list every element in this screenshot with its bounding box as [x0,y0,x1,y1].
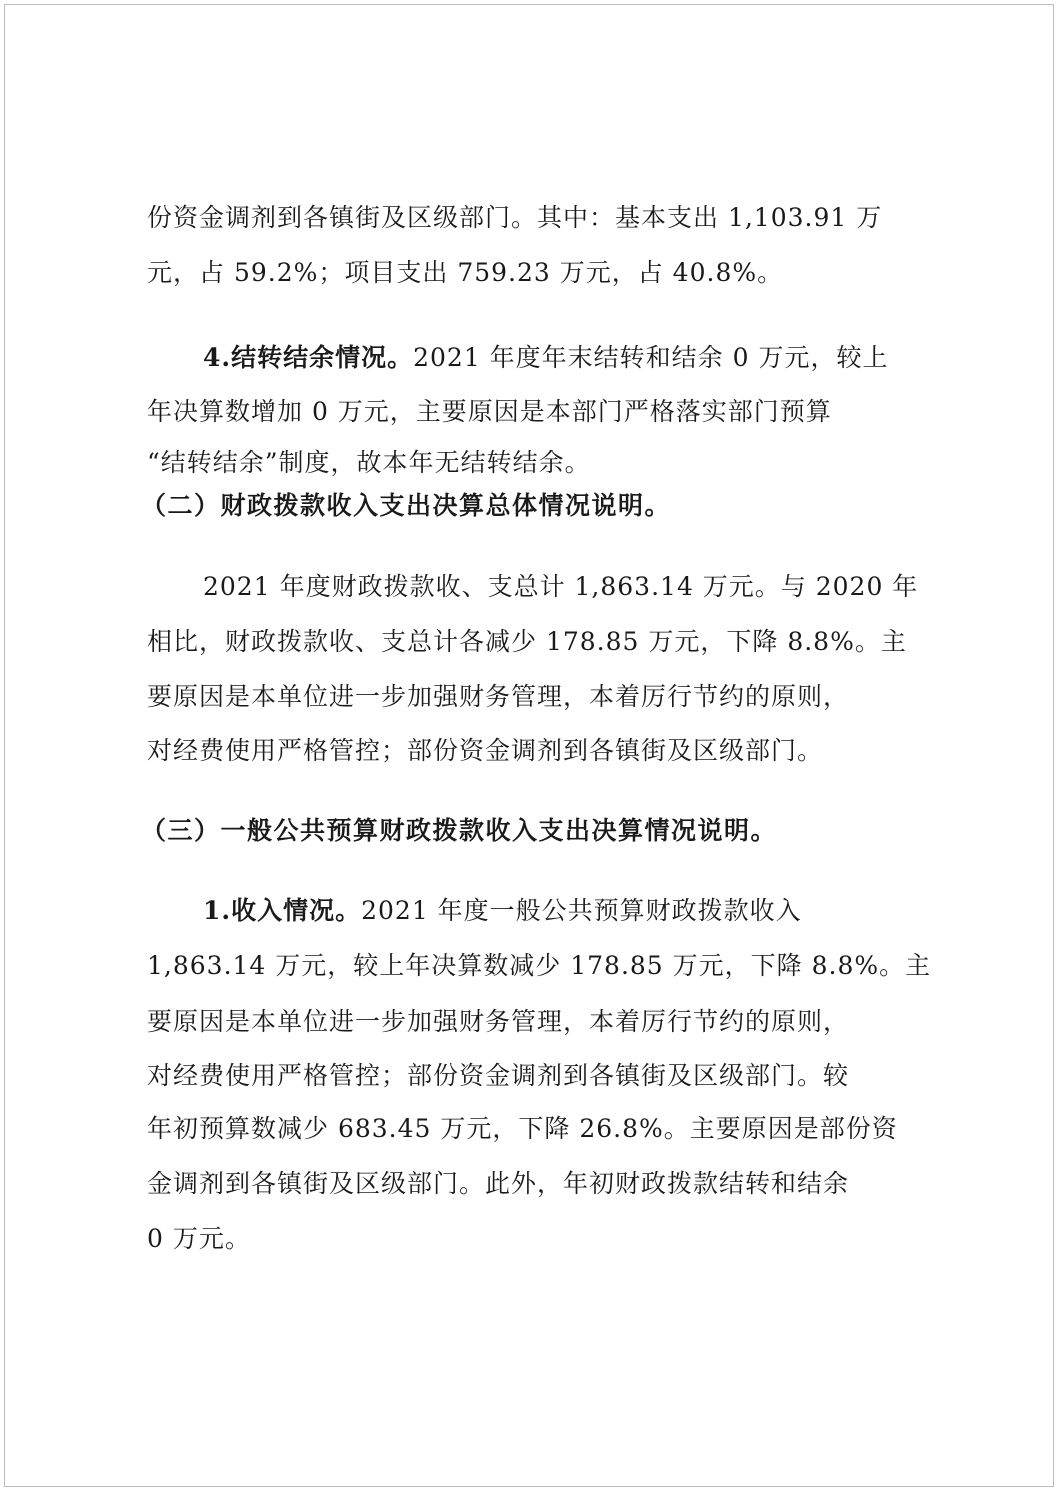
item-1-text: 2021 年度一般公共预算财政拨款收入 [361,896,802,925]
section-2-heading: （二）财政拨款收入支出决算总体情况说明。 [141,491,672,520]
item-4-lead: 4.结转结余情况。 [203,343,414,372]
paragraph-line: 2021 年度财政拨款收、支总计 1,863.14 万元。与 2020 年 [203,572,919,601]
item-4-text: 2021 年度年末结转和结余 0 万元，较上 [413,343,889,372]
paragraph-line: 对经费使用严格管控；部份资金调剂到各镇街及区级部门。 [147,736,824,765]
paragraph-line: 相比，财政拨款收、支总计各减少 178.85 万元，下降 8.8%。主 [147,627,907,656]
paragraph-line: 年决算数增加 0 万元，主要原因是本部门严格落实部门预算 [147,397,832,426]
paragraph-line: 年初预算数减少 683.45 万元，下降 26.8%。主要原因是部份资 [147,1114,898,1143]
item-4-first-line [147,343,888,373]
section-3-heading: （三）一般公共预算财政拨款收入支出决算情况说明。 [141,816,778,845]
paragraph-line: “结转结余”制度，故本年无结转结余。 [147,448,591,477]
paragraph-line: 0 万元。 [147,1224,251,1253]
paragraph-line: 元，占 59.2%；项目支出 759.23 万元，占 40.8%。 [147,258,784,287]
paragraph-line: 要原因是本单位进一步加强财务管理，本着厉行节约的原则， [147,1007,850,1036]
paragraph-line: 金调剂到各镇街及区级部门。此外，年初财政拨款结转和结余 [147,1169,850,1198]
item-1-first-line [147,896,802,926]
paragraph-line: 1,863.14 万元，较上年决算数减少 178.85 万元，下降 8.8%。主 [147,951,932,980]
item-1-lead: 1.收入情况。 [203,896,362,925]
paragraph-line: 对经费使用严格管控；部份资金调剂到各镇街及区级部门。较 [147,1061,850,1090]
paragraph-line: 要原因是本单位进一步加强财务管理，本着厉行节约的原则， [147,682,850,711]
paragraph-line: 份资金调剂到各镇街及区级部门。其中：基本支出 1,103.91 万 [147,203,883,232]
